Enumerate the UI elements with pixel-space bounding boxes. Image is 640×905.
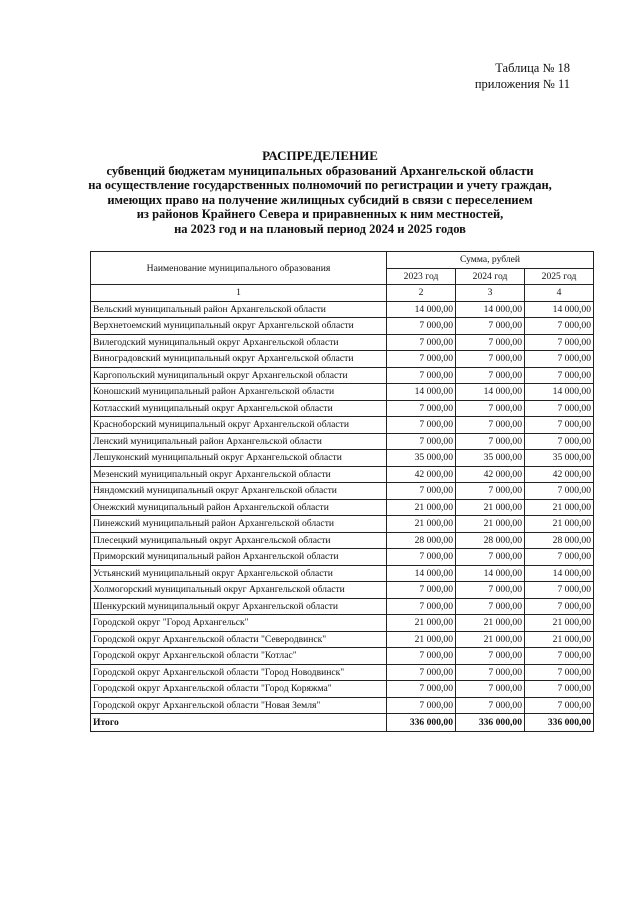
amount-cell: 28 000,00	[387, 532, 456, 549]
amount-cell: 7 000,00	[525, 598, 594, 615]
municipality-name: Устьянский муниципальный округ Архангельской области	[91, 565, 387, 582]
column-index: 4	[525, 285, 594, 302]
table-row	[91, 499, 594, 516]
amount-cell: 7 000,00	[387, 367, 456, 384]
amount-cell: 14 000,00	[456, 301, 525, 318]
table-row	[91, 681, 594, 698]
amount-cell: 21 000,00	[456, 499, 525, 516]
table-row	[91, 301, 594, 318]
appendix-number-label: приложения № 11	[474, 77, 570, 91]
amount-cell: 7 000,00	[456, 681, 525, 698]
title-line: субвенций бюджетам муниципальных образований Архангельской области	[106, 163, 534, 178]
amount-cell: 28 000,00	[525, 532, 594, 549]
amount-cell: 7 000,00	[387, 483, 456, 500]
amount-cell: 7 000,00	[387, 697, 456, 714]
municipality-name: Няндомский муниципальный округ Архангельской области	[91, 483, 387, 500]
amount-cell: 14 000,00	[525, 565, 594, 582]
column-index: 2	[387, 285, 456, 302]
amount-cell: 35 000,00	[525, 450, 594, 467]
amount-cell: 42 000,00	[387, 466, 456, 483]
municipality-name: Виноградовский муниципальный округ Архангельской области	[91, 351, 387, 368]
document-heading: РАСПРЕДЕЛЕНИЕ	[262, 148, 378, 163]
amount-cell: 21 000,00	[387, 516, 456, 533]
table-row	[91, 483, 594, 500]
amount-cell: 7 000,00	[387, 582, 456, 599]
amount-cell: 7 000,00	[525, 681, 594, 698]
amount-cell: 14 000,00	[525, 301, 594, 318]
table-row	[91, 367, 594, 384]
table-row	[91, 532, 594, 549]
amount-cell: 7 000,00	[387, 681, 456, 698]
amount-cell: 35 000,00	[387, 450, 456, 467]
title-line: на осуществление государственных полномочий по регистрации и учету граждан,	[88, 178, 552, 193]
municipality-name: Коношский муниципальный район Архангельской области	[91, 384, 387, 401]
amount-cell: 7 000,00	[456, 664, 525, 681]
total-amount-cell: 336 000,00	[387, 714, 456, 732]
municipality-name: Городской округ Архангельской области "Город Коряжма"	[91, 681, 387, 698]
amount-cell: 7 000,00	[525, 400, 594, 417]
amount-cell: 14 000,00	[456, 384, 525, 401]
amount-cell: 7 000,00	[525, 417, 594, 434]
municipality-name: Красноборский муниципальный округ Архангельской области	[91, 417, 387, 434]
amount-cell: 7 000,00	[525, 648, 594, 665]
table-row	[91, 582, 594, 599]
table-row	[91, 664, 594, 681]
municipality-name: Пинежский муниципальный район Архангельской области	[91, 516, 387, 533]
amount-cell: 7 000,00	[456, 351, 525, 368]
amount-cell: 7 000,00	[387, 417, 456, 434]
amount-cell: 21 000,00	[525, 499, 594, 516]
table-number-label: Таблица № 18	[495, 61, 570, 75]
amount-cell: 7 000,00	[456, 400, 525, 417]
year-header: 2025 год	[525, 268, 594, 285]
municipality-name: Городской округ "Город Архангельск"	[91, 615, 387, 632]
amount-cell: 35 000,00	[456, 450, 525, 467]
document-title	[40, 149, 600, 237]
total-row	[91, 714, 594, 732]
amount-cell: 7 000,00	[525, 351, 594, 368]
amount-cell: 7 000,00	[387, 400, 456, 417]
amount-cell: 7 000,00	[525, 697, 594, 714]
amount-cell: 21 000,00	[387, 631, 456, 648]
amount-cell: 7 000,00	[456, 483, 525, 500]
amount-cell: 21 000,00	[525, 615, 594, 632]
municipality-name: Городской округ Архангельской области "Город Новодвинск"	[91, 664, 387, 681]
table-body	[91, 301, 594, 732]
municipality-name: Плесецкий муниципальный округ Архангельской области	[91, 532, 387, 549]
municipality-name: Шенкурский муниципальный округ Архангельской области	[91, 598, 387, 615]
amount-cell: 14 000,00	[387, 565, 456, 582]
table-row	[91, 384, 594, 401]
amount-cell: 7 000,00	[525, 582, 594, 599]
year-header: 2023 год	[387, 268, 456, 285]
amount-cell: 21 000,00	[387, 499, 456, 516]
table-row	[91, 631, 594, 648]
distribution-table	[90, 251, 594, 732]
amount-cell: 42 000,00	[456, 466, 525, 483]
amount-cell: 7 000,00	[456, 334, 525, 351]
name-column-header: Наименование муниципального образования	[91, 252, 387, 285]
municipality-name: Онежский муниципальный район Архангельской области	[91, 499, 387, 516]
amount-cell: 21 000,00	[525, 631, 594, 648]
table-row	[91, 450, 594, 467]
amount-cell: 7 000,00	[387, 433, 456, 450]
municipality-name: Каргопольский муниципальный округ Архангельской области	[91, 367, 387, 384]
total-amount-cell: 336 000,00	[525, 714, 594, 732]
amount-cell: 21 000,00	[456, 516, 525, 533]
table-row	[91, 615, 594, 632]
municipality-name: Холмогорский муниципальный округ Архангельской области	[91, 582, 387, 599]
table-row	[91, 697, 594, 714]
amount-cell: 14 000,00	[456, 565, 525, 582]
municipality-name: Верхнетоемский муниципальный округ Архангельской области	[91, 318, 387, 335]
amount-cell: 14 000,00	[387, 384, 456, 401]
amount-cell: 7 000,00	[387, 598, 456, 615]
table-row	[91, 318, 594, 335]
amount-cell: 7 000,00	[456, 367, 525, 384]
amount-cell: 7 000,00	[525, 549, 594, 566]
amount-cell: 7 000,00	[387, 334, 456, 351]
amount-cell: 7 000,00	[456, 417, 525, 434]
amount-cell: 28 000,00	[456, 532, 525, 549]
amount-cell: 21 000,00	[456, 631, 525, 648]
table-row	[91, 400, 594, 417]
amount-cell: 21 000,00	[456, 615, 525, 632]
table-row	[91, 598, 594, 615]
table-row	[91, 334, 594, 351]
table-row	[91, 466, 594, 483]
amount-cell: 21 000,00	[387, 615, 456, 632]
amount-cell: 7 000,00	[525, 334, 594, 351]
municipality-name: Вилегодский муниципальный округ Архангельской области	[91, 334, 387, 351]
municipality-name: Городской округ Архангельской области "Котлас"	[91, 648, 387, 665]
municipality-name: Вельский муниципальный район Архангельской области	[91, 301, 387, 318]
amount-cell: 7 000,00	[387, 318, 456, 335]
sum-column-header: Сумма, рублей	[387, 252, 594, 269]
amount-cell: 7 000,00	[456, 433, 525, 450]
title-line: из районов Крайнего Севера и приравненных к ним местностей,	[136, 207, 504, 222]
title-line: на 2023 год и на плановый период 2024 и 2025 годов	[174, 221, 466, 236]
amount-cell: 7 000,00	[525, 367, 594, 384]
municipality-name: Городской округ Архангельской области "Северодвинск"	[91, 631, 387, 648]
municipality-name: Приморский муниципальный район Архангельской области	[91, 549, 387, 566]
municipality-name: Лешуконский муниципальный округ Архангельской области	[91, 450, 387, 467]
column-index: 1	[91, 285, 387, 302]
municipality-name: Котласский муниципальный округ Архангельской области	[91, 400, 387, 417]
table-row	[91, 648, 594, 665]
total-amount-cell: 336 000,00	[456, 714, 525, 732]
amount-cell: 7 000,00	[456, 697, 525, 714]
title-line: имеющих право на получение жилищных субсидий в связи с переселением	[107, 192, 533, 207]
municipality-name: Мезенский муниципальный округ Архангельской области	[91, 466, 387, 483]
amount-cell: 7 000,00	[387, 549, 456, 566]
table-row	[91, 433, 594, 450]
amount-cell: 7 000,00	[456, 648, 525, 665]
amount-cell: 14 000,00	[387, 301, 456, 318]
amount-cell: 7 000,00	[525, 664, 594, 681]
amount-cell: 7 000,00	[456, 598, 525, 615]
amount-cell: 7 000,00	[456, 318, 525, 335]
amount-cell: 7 000,00	[387, 648, 456, 665]
amount-cell: 7 000,00	[525, 483, 594, 500]
year-header: 2024 год	[456, 268, 525, 285]
table-row	[91, 565, 594, 582]
total-label: Итого	[91, 714, 387, 732]
table-row	[91, 417, 594, 434]
amount-cell: 7 000,00	[387, 351, 456, 368]
municipality-name: Ленский муниципальный район Архангельской области	[91, 433, 387, 450]
amount-cell: 42 000,00	[525, 466, 594, 483]
municipality-name: Городской округ Архангельской области "Новая Земля"	[91, 697, 387, 714]
table-row	[91, 516, 594, 533]
amount-cell: 14 000,00	[525, 384, 594, 401]
table-row	[91, 549, 594, 566]
amount-cell: 7 000,00	[456, 582, 525, 599]
table-row	[91, 351, 594, 368]
amount-cell: 7 000,00	[525, 318, 594, 335]
amount-cell: 7 000,00	[387, 664, 456, 681]
amount-cell: 7 000,00	[525, 433, 594, 450]
amount-cell: 7 000,00	[456, 549, 525, 566]
column-index: 3	[456, 285, 525, 302]
amount-cell: 21 000,00	[525, 516, 594, 533]
